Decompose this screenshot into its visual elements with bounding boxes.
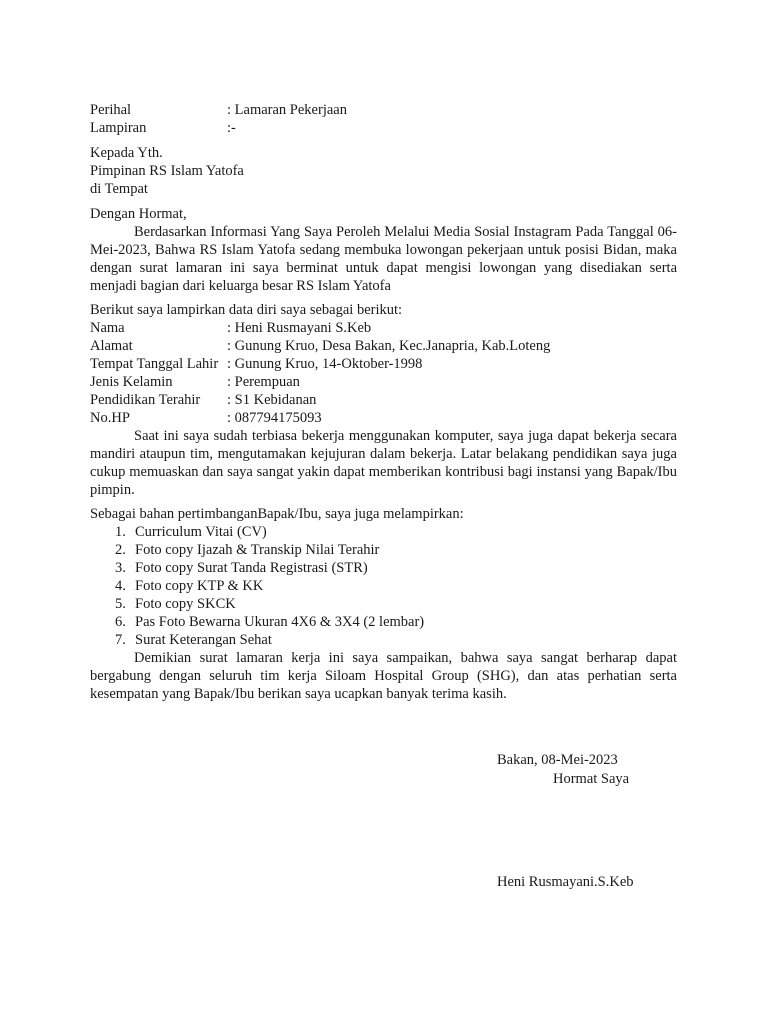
field-label-address: Alamat [90, 338, 133, 354]
personal-data-row [90, 319, 677, 337]
list-item-text: Foto copy Ijazah & Transkip Nilai Terahir [135, 542, 380, 558]
personal-data-row [90, 409, 677, 427]
closing-paragraph: Demikian surat lamaran kerja ini saya sampaikan, bahwa saya sangat berharap dapat bergabung dengan seluruh tim kerja Siloam Hospital Group (SHG), dan atas perhatian serta kesempatan yang Bapak/Ibu berikan saya ucapkan banyak terima kasih. [90, 650, 677, 702]
attachments-list [90, 523, 677, 649]
list-item-number: 7. [115, 632, 126, 648]
list-item-number: 5. [115, 596, 126, 612]
letter-body [90, 101, 677, 703]
field-value-address: : Gunung Kruo, Desa Bakan, Kec.Janapria, Kab.Loteng [227, 338, 551, 354]
signature-name: Heni Rusmayani.S.Keb [497, 874, 634, 890]
field-label-education: Pendidikan Terahir [90, 392, 201, 408]
list-item-number: 3. [115, 560, 126, 576]
signature-place-date: Bakan, 08-Mei-2023 [497, 752, 618, 768]
subject-row [90, 101, 677, 119]
list-item [90, 595, 677, 613]
list-item-number: 1. [115, 524, 126, 540]
field-value-birth: : Gunung Kruo, 14-Oktober-1998 [227, 356, 423, 372]
field-value-phone: : 087794175093 [227, 410, 322, 426]
list-item-text: Foto copy Surat Tanda Registrasi (STR) [135, 560, 368, 576]
list-item [90, 577, 677, 595]
signature-greeting: Hormat Saya [553, 771, 630, 787]
field-label-birth: Tempat Tanggal Lahir [90, 356, 219, 372]
personal-data-row [90, 373, 677, 391]
subject-label: Perihal [90, 102, 132, 118]
subject-value: : Lamaran Pekerjaan [227, 102, 347, 118]
list-item [90, 523, 677, 541]
personal-data-row [90, 355, 677, 373]
personal-data-row [90, 391, 677, 409]
list-item [90, 631, 677, 649]
field-label-phone: No.HP [90, 410, 130, 426]
salutation: Dengan Hormat, [90, 206, 187, 222]
list-item-text: Foto copy SKCK [135, 596, 236, 612]
list-item-text: Foto copy KTP & KK [135, 578, 264, 594]
list-item [90, 613, 677, 631]
field-label-name: Nama [90, 320, 125, 336]
personal-data-intro: Berikut saya lampirkan data diri saya sebagai berikut: [90, 302, 403, 318]
list-item-number: 2. [115, 542, 126, 558]
list-item-text: Surat Keterangan Sehat [135, 632, 272, 648]
attachments-intro: Sebagai bahan pertimbanganBapak/Ibu, saya juga melampirkan: [90, 506, 464, 522]
recipient-line-1: Kepada Yth. [90, 145, 163, 161]
personal-data-row [90, 337, 677, 355]
recipient-line-3: di Tempat [90, 181, 148, 197]
list-item-number: 4. [115, 578, 126, 594]
list-item-text: Curriculum Vitai (CV) [135, 524, 267, 540]
field-value-gender: : Perempuan [227, 374, 300, 390]
field-label-gender: Jenis Kelamin [90, 374, 173, 390]
attachment-label: Lampiran [90, 120, 147, 136]
list-item [90, 559, 677, 577]
recipient-line-2: Pimpinan RS Islam Yatofa [90, 163, 244, 179]
attachment-row [90, 119, 677, 137]
field-value-name: : Heni Rusmayani S.Keb [227, 320, 372, 336]
list-item [90, 541, 677, 559]
list-item-text: Pas Foto Bewarna Ukuran 4X6 & 3X4 (2 lembar) [135, 614, 425, 630]
intro-paragraph: Berdasarkan Informasi Yang Saya Peroleh Melalui Media Sosial Instagram Pada Tanggal 06-Mei-2023, Bahwa RS Islam Yatofa sedang membuka lowongan pekerjaan untuk posisi Bidan, maka dengan surat lamaran ini saya berminat untuk dapat mengisi lowongan yang disediakan serta menjadi bagian dari keluarga besar RS Islam Yatofa [90, 224, 677, 294]
field-value-education: : S1 Kebidanan [227, 392, 317, 408]
attachment-value: :- [227, 120, 236, 136]
list-item-number: 6. [115, 614, 126, 630]
skills-paragraph: Saat ini saya sudah terbiasa bekerja menggunakan komputer, saya juga dapat bekerja secara mandiri ataupun tim, mengutamakan kejujuran dalam bekerja. Latar belakang pendidikan saya juga cukup memuaskan dan saya sangat yakin dapat memberikan kontribusi bagi instansi yang Bapak/Ibu pimpin. [90, 428, 677, 498]
